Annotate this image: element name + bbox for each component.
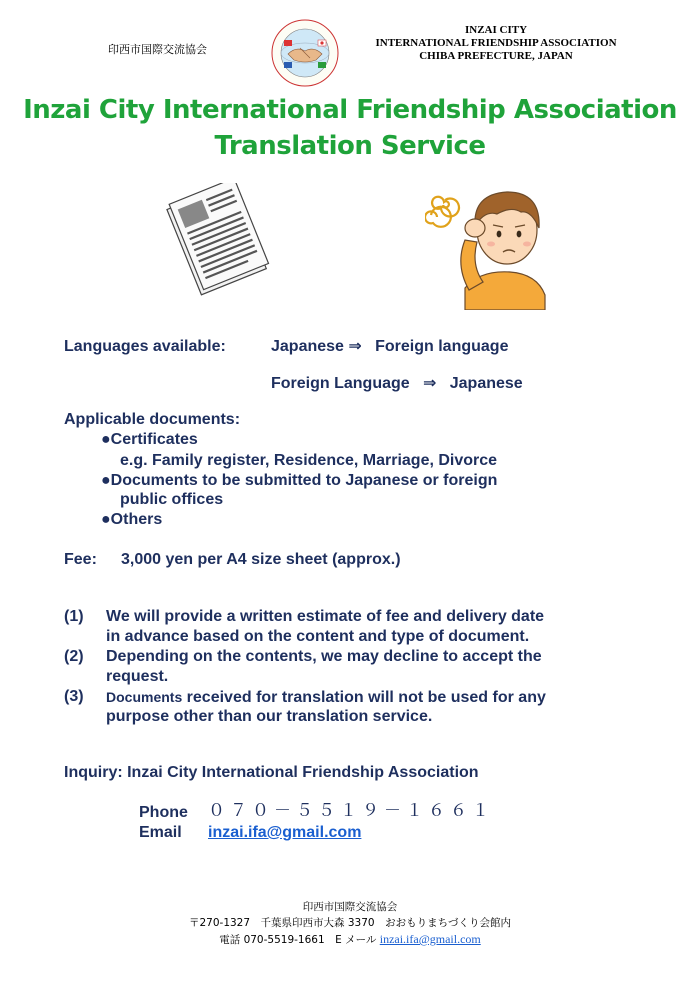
note-1-line-1: We will provide a written estimate of fee and delivery date [106, 608, 545, 625]
document-item-certificates: ●Certificates [101, 431, 198, 448]
footer-contact [0, 931, 700, 948]
languages-row-2: Foreign Language ⇒ Japanese [271, 375, 523, 392]
languages-row-1: Japanese ⇒ Foreign language [271, 338, 509, 355]
document-item-certificates-example: e.g. Family register, Residence, Marriage, Divorce [120, 452, 498, 469]
fee-label: Fee: [64, 551, 97, 568]
languages-label: Languages available: [64, 338, 226, 355]
email-link[interactable]: inzai.ifa@gmail.com [208, 824, 362, 841]
org-en-line2: INTERNATIONAL FRIENDSHIP ASSOCIATION [375, 37, 617, 49]
footer-org: 印西市国際交流協会 [302, 901, 398, 913]
note-3-line-2: purpose other than our translation service. [106, 708, 433, 725]
document-item-public-offices: ●Documents to be submitted to Japanese or foreign [101, 472, 498, 489]
note-1-line-2: in advance based on the content and type of document. [106, 628, 530, 645]
footer-address: 〒270-1327 千葉県印西市大森 3370 おおもりまちづくり会館内 [188, 917, 511, 929]
note-2-line-2: request. [106, 668, 169, 685]
note-3-line-1 [106, 687, 546, 708]
note-2-number: (2) [64, 648, 84, 665]
document-item-public-offices-cont: public offices [120, 491, 224, 508]
jp-org-name: 印西市国際交流協会 [108, 43, 207, 56]
handshake-globe-logo [270, 18, 340, 88]
email-label: Email [139, 824, 182, 841]
footer-email-link[interactable]: inzai.ifa@gmail.com [379, 932, 481, 946]
note-1-number: (1) [64, 608, 84, 625]
inquiry-label: Inquiry: Inzai City International Friendship Association [64, 764, 479, 781]
org-en-line3: CHIBA PREFECTURE, JAPAN [419, 50, 573, 62]
footer-contact-prefix: 電話 070-5519-1661 E メール [219, 934, 380, 946]
document-item-others: ●Others [101, 511, 163, 528]
fee-value: 3,000 yen per A4 size sheet (approx.) [121, 551, 401, 568]
documents-label: Applicable documents: [64, 411, 241, 428]
confused-boy-icon [425, 170, 560, 310]
note-3-line-1-rest: received for translation will not be used for any [182, 689, 546, 706]
page-title: Inzai City International Friendship Association [23, 95, 677, 125]
phone-label: Phone [139, 804, 188, 821]
page-subtitle: Translation Service [214, 131, 486, 161]
newspaper-document-icon [160, 183, 275, 298]
org-en-line1: INZAI CITY [464, 24, 528, 36]
note-3-number: (3) [64, 688, 84, 705]
footer [0, 899, 700, 948]
phone-value: ０７０－５５１９－１６６１ [208, 801, 494, 820]
org-english-name [358, 24, 634, 63]
note-2-line-1: Depending on the contents, we may decline to accept the [106, 648, 542, 665]
note-3-small-word: Documents [106, 689, 183, 705]
